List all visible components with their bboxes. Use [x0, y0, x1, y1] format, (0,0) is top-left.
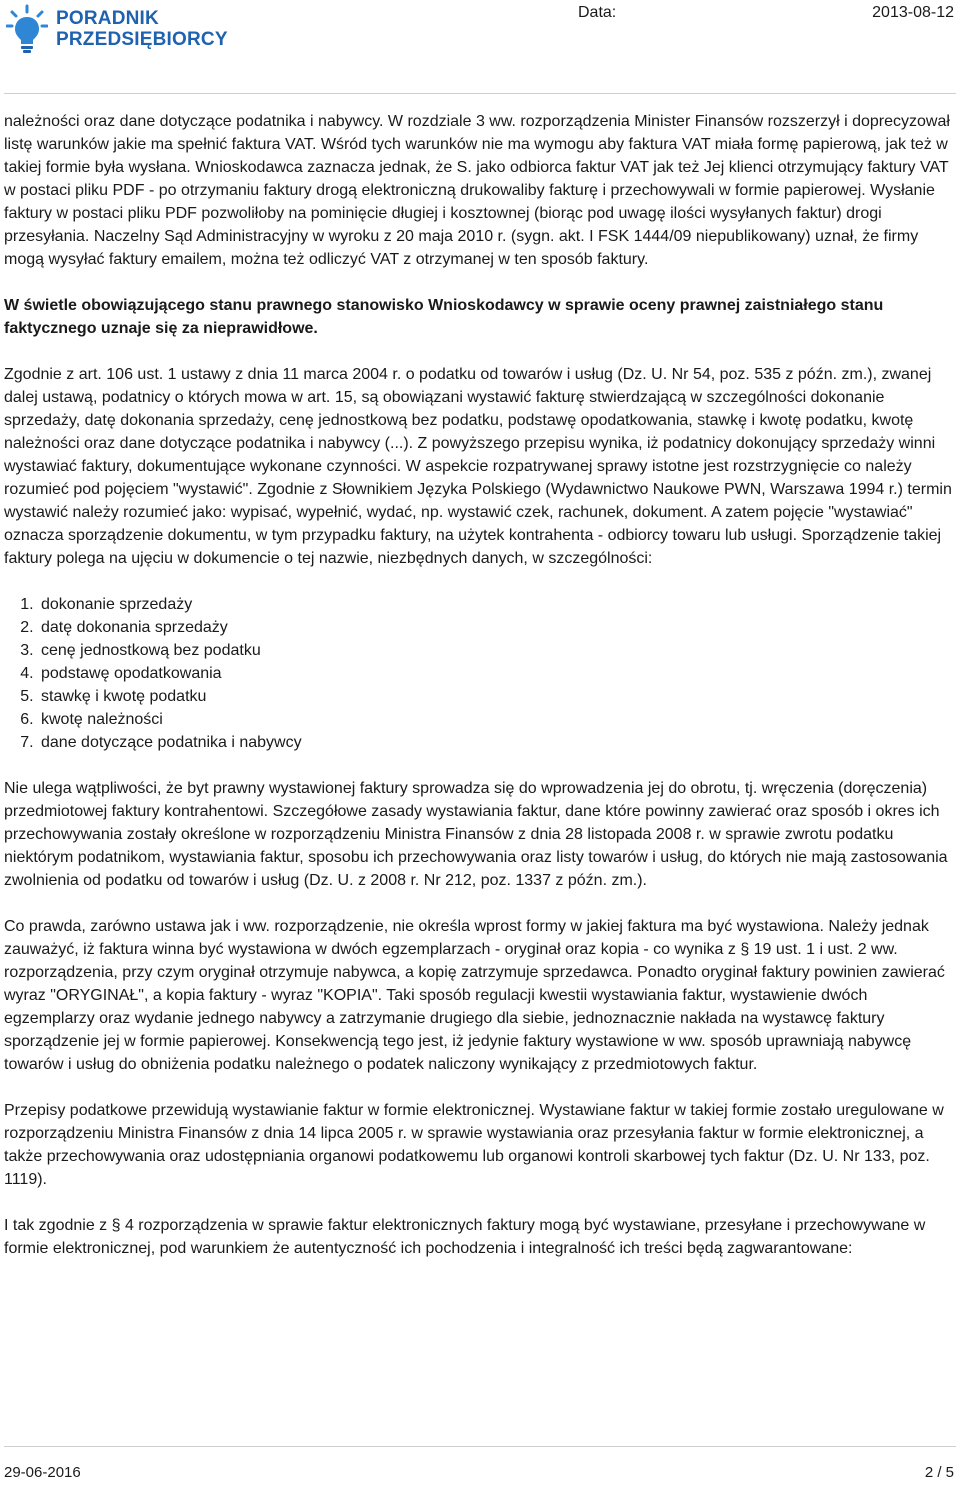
footer-divider — [4, 1446, 956, 1447]
paragraph-2-bold: W świetle obowiązującego stanu prawnego stanowisko Wnioskodawcy w sprawie oceny prawnej zaistniałego stanu faktycznego uznaje się za nieprawidłowe. — [4, 297, 884, 337]
logo-text — [56, 8, 228, 50]
list-item: 4. podstawę opodatkowania — [38, 662, 956, 685]
lightbulb-icon — [6, 4, 48, 54]
list-item: 6. kwotę należności — [38, 708, 956, 731]
logo-line-2: PRZEDSIĘBIORCY — [56, 29, 228, 50]
page-header — [0, 0, 960, 92]
list-item: 2. datę dokonania sprzedaży — [38, 616, 956, 639]
date-label: Data: — [578, 4, 617, 21]
list-item: 5. stawkę i kwotę podatku — [38, 685, 956, 708]
paragraph-3: Zgodnie z art. 106 ust. 1 ustawy z dnia 11 marca 2004 r. o podatku od towarów i usług (Dz. U. Nr 54, poz. 535 z późn. zm.), zwanej dalej ustawą, podatnicy o których mowa w art. 15, są obowiązani wystawić fakturę stwierdzającą w szczególności dokonanie sprzedaży, datę dokonania sprzedaży, cenę jednostkową bez podatku, podstawę opodatkowania, stawkę i kwotę podatku, kwotę należności oraz dane dotyczące podatnika i nabywcy (...). Z powyższego przepisu wynika, iż podatnicy dokonujący sprzedaży winni wystawiać faktury, dokumentujące wykonane czynności. W aspekcie rozpatrywanej sprawy istotne jest rozstrzygnięcie co należy rozumieć pod pojęciem "wystawić". Zgodnie z Słownikiem Języka Polskiego (Wydawnictwo Naukowe PWN, Warszawa 1994 r.) termin wystawić należy rozumieć jako: wypisać, wypełnić, wydać, np. wystawić czek, rachunek, dokument. A zatem pojęcie "wystawiać" oznacza sporządzenie dokumentu, w tym przypadku faktury, na użytek kontrahenta - odbiorcy towaru lub usługi. Sporządzenie takiej faktury polega na ujęciu w dokumencie o tej nazwie, niezbędnych danych, w szczególności: — [4, 366, 952, 567]
page-number: 2 / 5 — [924, 1464, 954, 1481]
list-item: 7. dane dotyczące podatnika i nabywcy — [38, 731, 956, 754]
paragraph-6: Przepisy podatkowe przewidują wystawianie faktur w formie elektronicznej. Wystawiane faktur w takiej formie zostało uregulowane w rozporządzeniu Ministra Finansów z dnia 14 lipca 2005 r. w sprawie wystawiania oraz przesyłania faktur w formie elektronicznej, a także przechowywania oraz udostępniania organowi podatkowemu lub organowi kontroli skarbowej tych faktur (Dz. U. Nr 133, poz. 1119). — [4, 1102, 944, 1188]
invoice-data-list — [4, 593, 956, 754]
document-body — [4, 110, 956, 1260]
paragraph-5: Co prawda, zarówno ustawa jak i ww. rozporządzenie, nie określa wprost formy w jakiej faktura ma być wystawiona. Należy jednak zauważyć, iż faktura winna być wystawiona w dwóch egzemplarzach - oryginał oraz kopia - co wynika z § 19 ust. 1 i ust. 2 ww. rozporządzenia, przy czym oryginał otrzymuje nabywca, a kopię zatrzymuje sprzedawca. Ponadto oryginał faktury powinien zawierać wyraz "ORYGINAŁ", a kopia faktury - wyraz "KOPIA". Taki sposób regulacji kwestii wystawiania faktur, wystawienie dwóch egzemplarzy oraz wydanie jednego nabywcy a zatrzymanie drugiego dla siebie, jednoznacznie nakłada na wystawcę faktury sporządzenie jej w formie papierowej. Konsekwencją tego jest, iż jedynie faktury wystawione w ww. sposób uprawniają nabywcę towarów i usług do obniżenia podatku należnego o podatek naliczony wynikający z przedmiotowych faktur. — [4, 918, 945, 1073]
header-divider — [4, 93, 956, 94]
logo[interactable] — [6, 4, 228, 54]
footer-date: 29-06-2016 — [4, 1464, 81, 1481]
date-value: 2013-08-12 — [872, 4, 954, 21]
list-item: 3. cenę jednostkową bez podatku — [38, 639, 956, 662]
paragraph-4: Nie ulega wątpliwości, że byt prawny wystawionej faktury sprowadza się do wprowadzenia jej do obrotu, tj. wręczenia (doręczenia) przedmiotowej faktury kontrahentowi. Szczegółowe zasady wystawiania faktur, dane które powinny zawierać oraz sposób i okres ich przechowywania zostały określone w rozporządzeniu Ministra Finansów z dnia 28 listopada 2008 r. w sprawie zwrotu podatku niektórym podatnikom, wystawiania faktur, sposobu ich przechowywania oraz listy towarów i usług, do których nie mają zastosowania zwolnienia od podatku od towarów i usług (Dz. U. z 2008 r. Nr 212, poz. 1337 z późn. zm.). — [4, 780, 948, 889]
paragraph-1: należności oraz dane dotyczące podatnika i nabywcy. W rozdziale 3 ww. rozporządzenia Minister Finansów rozszerzył i doprecyzował listę warunków jakie ma spełnić faktura VAT. Wśród tych warunków nie ma wymogu aby faktura VAT miała formę papierową, jak też w takiej formie była wysłana. Wnioskodawca zaznacza jednak, że S. jako odbiorca faktur VAT jak też Jej klienci otrzymujący faktury VAT w postaci pliku PDF - po otrzymaniu faktury drogą elektroniczną drukowaliby fakturę i przechowywali w formie papierowej. Wysłanie faktury w postaci pliku PDF pozwoliłoby na pominięcie długiej i kosztownej (biorąc pod uwagę ilości wysyłanych faktur) drogi przesyłania. Naczelny Sąd Administracyjny w wyroku z 20 maja 2010 r. (sygn. akt. I FSK 1444/09 niepublikowany) uznał, że firmy mogą wysyłać faktury emailem, można też odliczyć VAT z otrzymanej w ten sposób faktury. — [4, 113, 950, 268]
paragraph-7: I tak zgodnie z § 4 rozporządzenia w sprawie faktur elektronicznych faktury mogą być wystawiane, przesyłane i przechowywane w formie elektronicznej, pod warunkiem że autentyczność ich pochodzenia i integralność ich treści będą zagwarantowane: — [4, 1217, 926, 1257]
list-item: 1. dokonanie sprzedaży — [38, 593, 956, 616]
logo-line-1: PORADNIK — [56, 8, 159, 29]
